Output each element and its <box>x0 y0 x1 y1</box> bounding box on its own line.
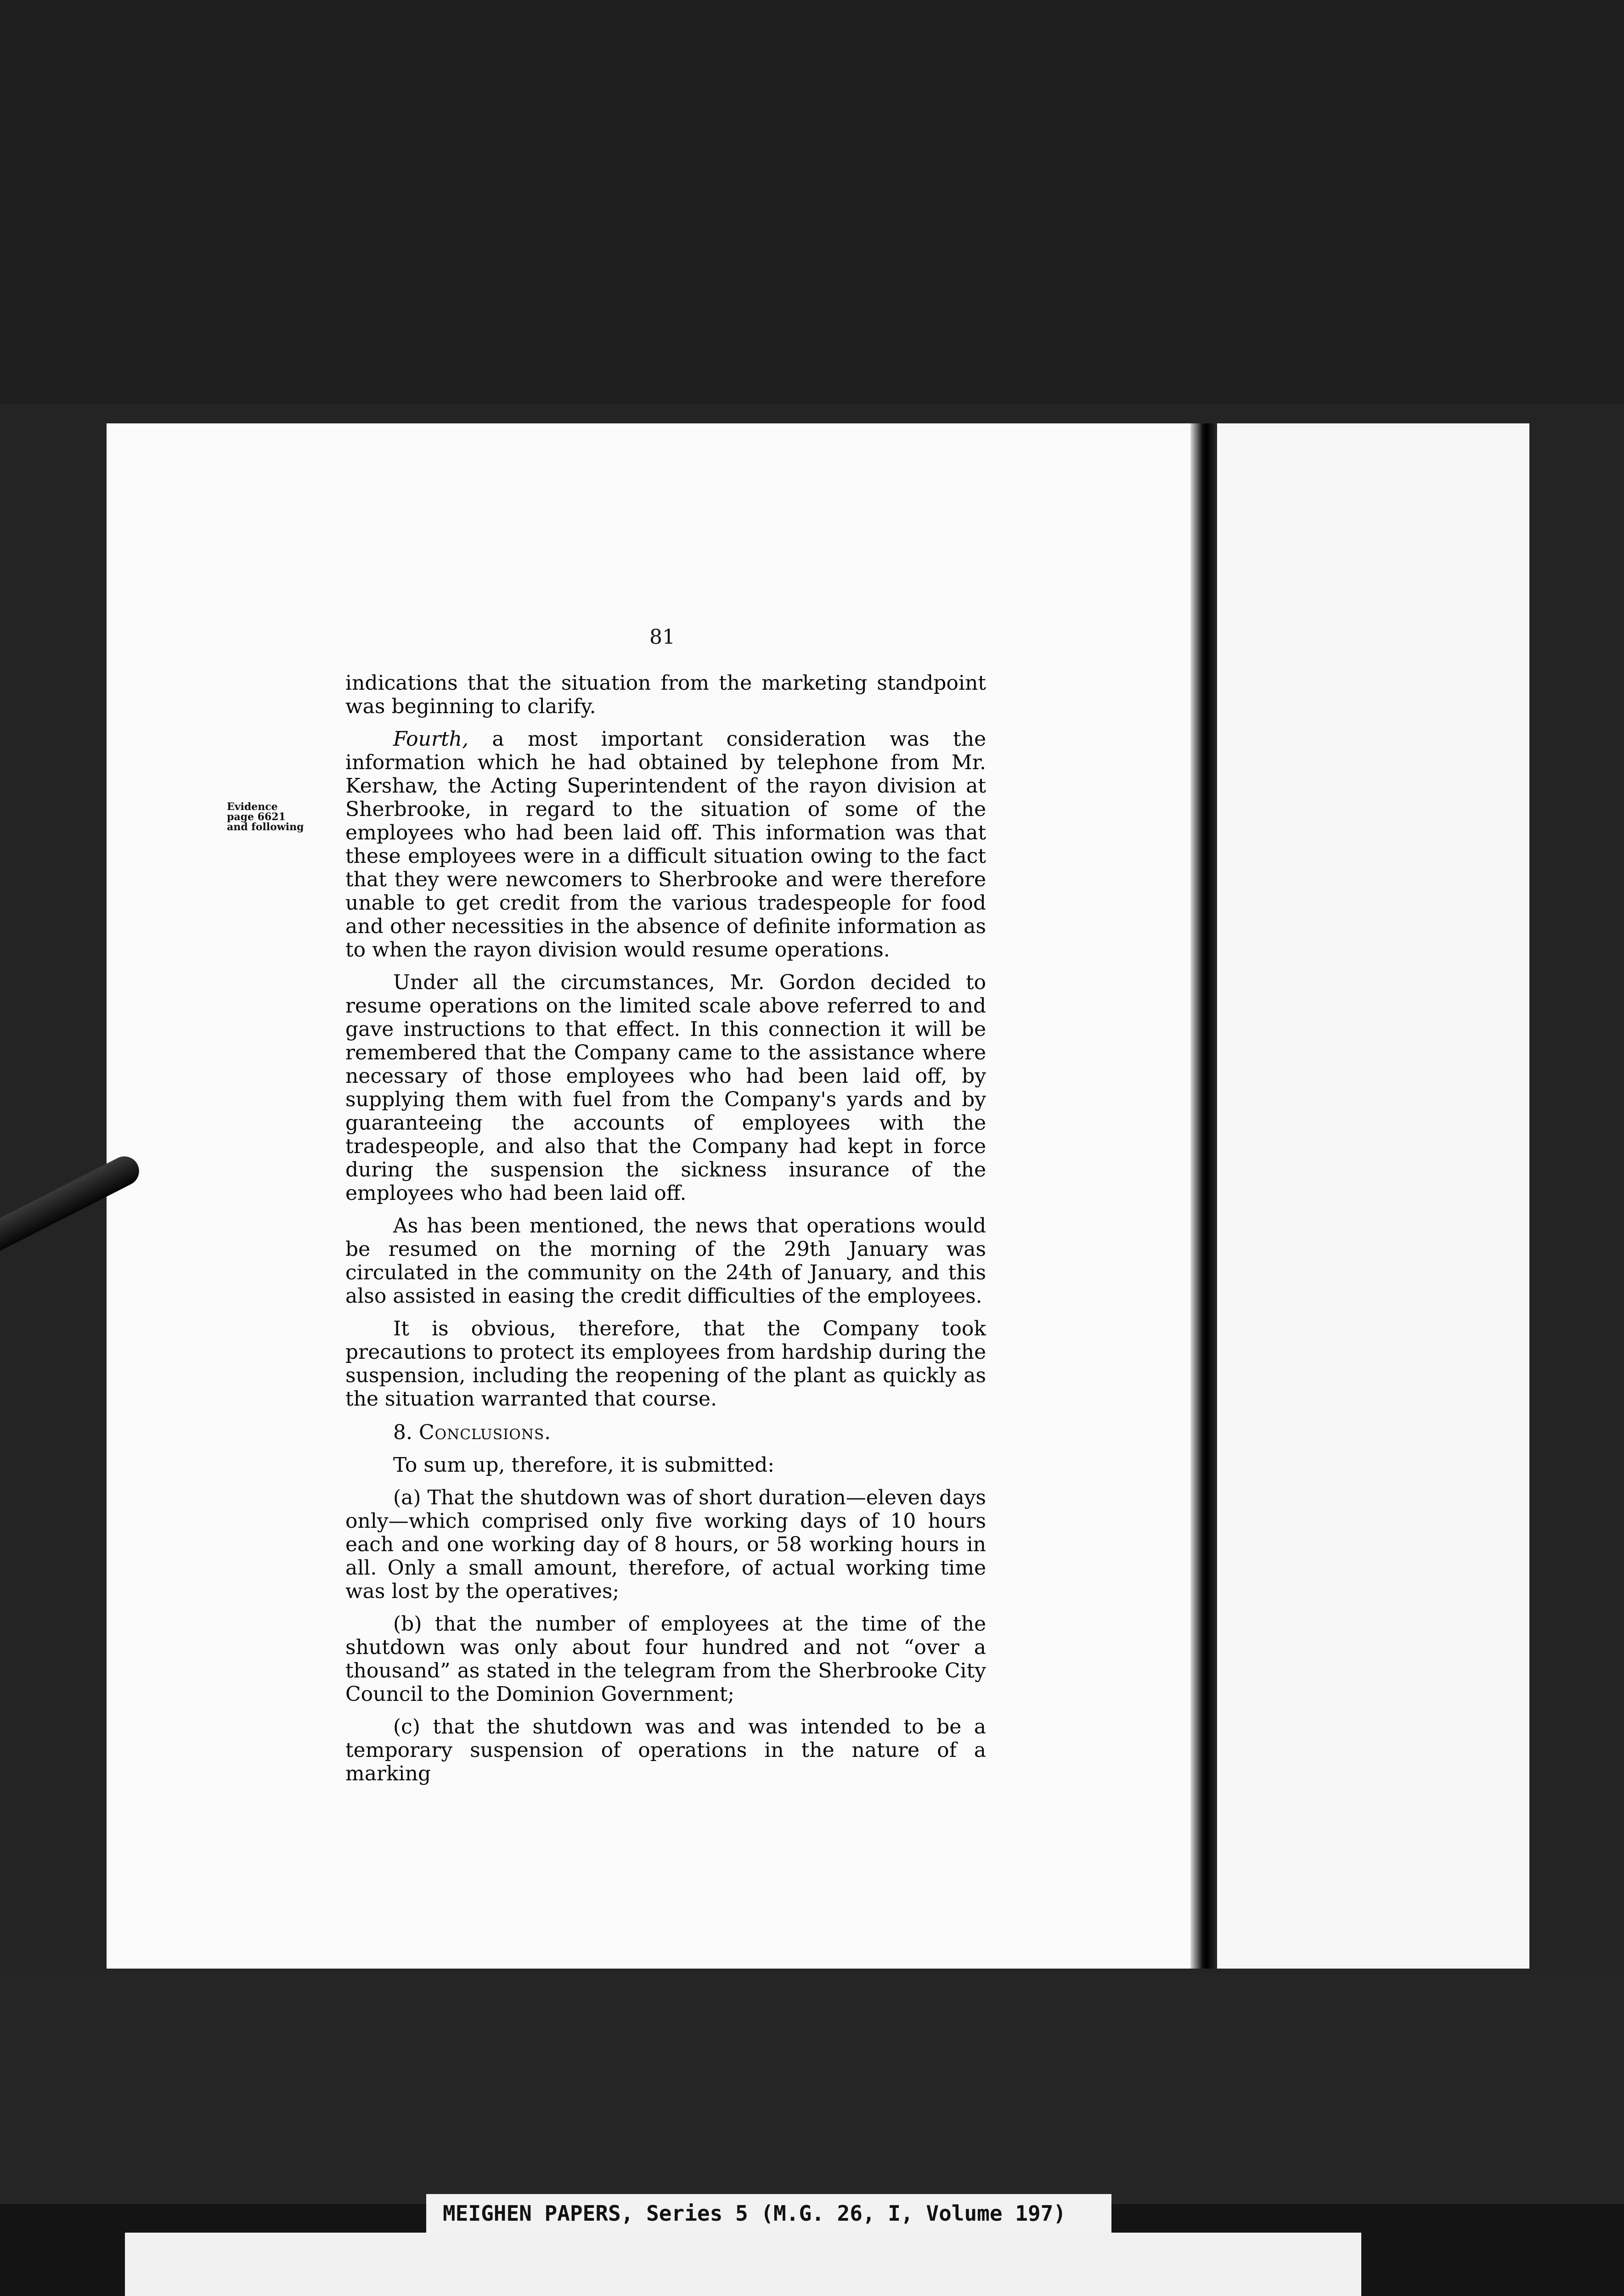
paragraph-item-c: (c) that the shutdown was and was intended to be a temporary suspension of operations in the nature of a marking <box>345 1715 986 1785</box>
paragraph-item-b: (b) that the number of employees at the time of the shutdown was only about four hundred and not “over a thousand” as stated in the telegram from the Sherbrooke City Council to the Dominion Government; <box>345 1612 986 1706</box>
reel-label: MEIGHEN PAPERS, Series 5 (M.G. 26, I, Volume 197) <box>426 2194 1111 2233</box>
margin-note-line: page 6621 <box>227 811 286 823</box>
paragraph-fourth-text: a most important consideration was the information which he had obtained by telephone from Mr. Kershaw, the Acting Superintendent of the rayon division at Sherbrooke, in regard to the situation of some of the employees who had been laid off. This information was that these employees were in a difficult situation owing to the fact that they were newcomers to Sherbrooke and were therefore unable to get credit from the various tradespeople for food and other necessities in the absence of definite information as to when the rayon division would resume operations. <box>345 727 986 962</box>
facing-page <box>1217 423 1529 1969</box>
document-page <box>107 423 1205 1969</box>
margin-note-line: and following <box>227 821 304 833</box>
book-spine <box>1190 423 1217 1969</box>
film-background-middle <box>0 1975 1624 2204</box>
body-text <box>345 671 986 1795</box>
archives-stamp <box>125 2233 1361 2296</box>
fourth-lead: Fourth, <box>393 727 468 751</box>
paragraph-item-a: (a) That the shutdown was of short duration—eleven days only—which comprised only five working days of 10 hours each and one working day of 8 hours, or 58 working hours in all. Only a small amount, therefore, of actual working time was lost by the operatives; <box>345 1486 986 1603</box>
margin-note-line: Evidence <box>227 801 278 813</box>
film-background-top <box>0 0 1624 404</box>
section-heading-number: 8. <box>393 1421 412 1444</box>
paragraph-sum-up: To sum up, therefore, it is submitted: <box>393 1453 775 1477</box>
paragraph-fourth <box>345 727 986 962</box>
paragraph-circumstances: Under all the circumstances, Mr. Gordon decided to resume operations on the limited scale above referred to and gave instructions to that effect. In this connection it will be remembered that the Company came to the assistance where necessary of those employees who had been laid off, by supplying them with fuel from the Company's yards and by guaranteeing the accounts of employees with the tradespeople, and also that the Company had kept in force during the suspension the sickness insurance of the employees who had been laid off. <box>345 971 986 1205</box>
paragraph-news: As has been mentioned, the news that operations would be resumed on the morning of the 29th January was circulated in the community on the 24th of January, and this also assisted in easing the credit difficulties of the employees. <box>345 1214 986 1308</box>
paragraph-continued: indications that the situation from the marketing standpoint was beginning to clarify. <box>345 671 986 718</box>
page-number: 81 <box>649 625 675 649</box>
section-heading-title: Conclusions. <box>418 1421 552 1444</box>
section-heading <box>393 1421 986 1444</box>
paragraph-obvious: It is obvious, therefore, that the Company took precautions to protect its employees from hardship during the suspension, including the reopening of the plant as quickly as the situation warranted that course. <box>345 1317 986 1411</box>
margin-note <box>227 802 342 832</box>
